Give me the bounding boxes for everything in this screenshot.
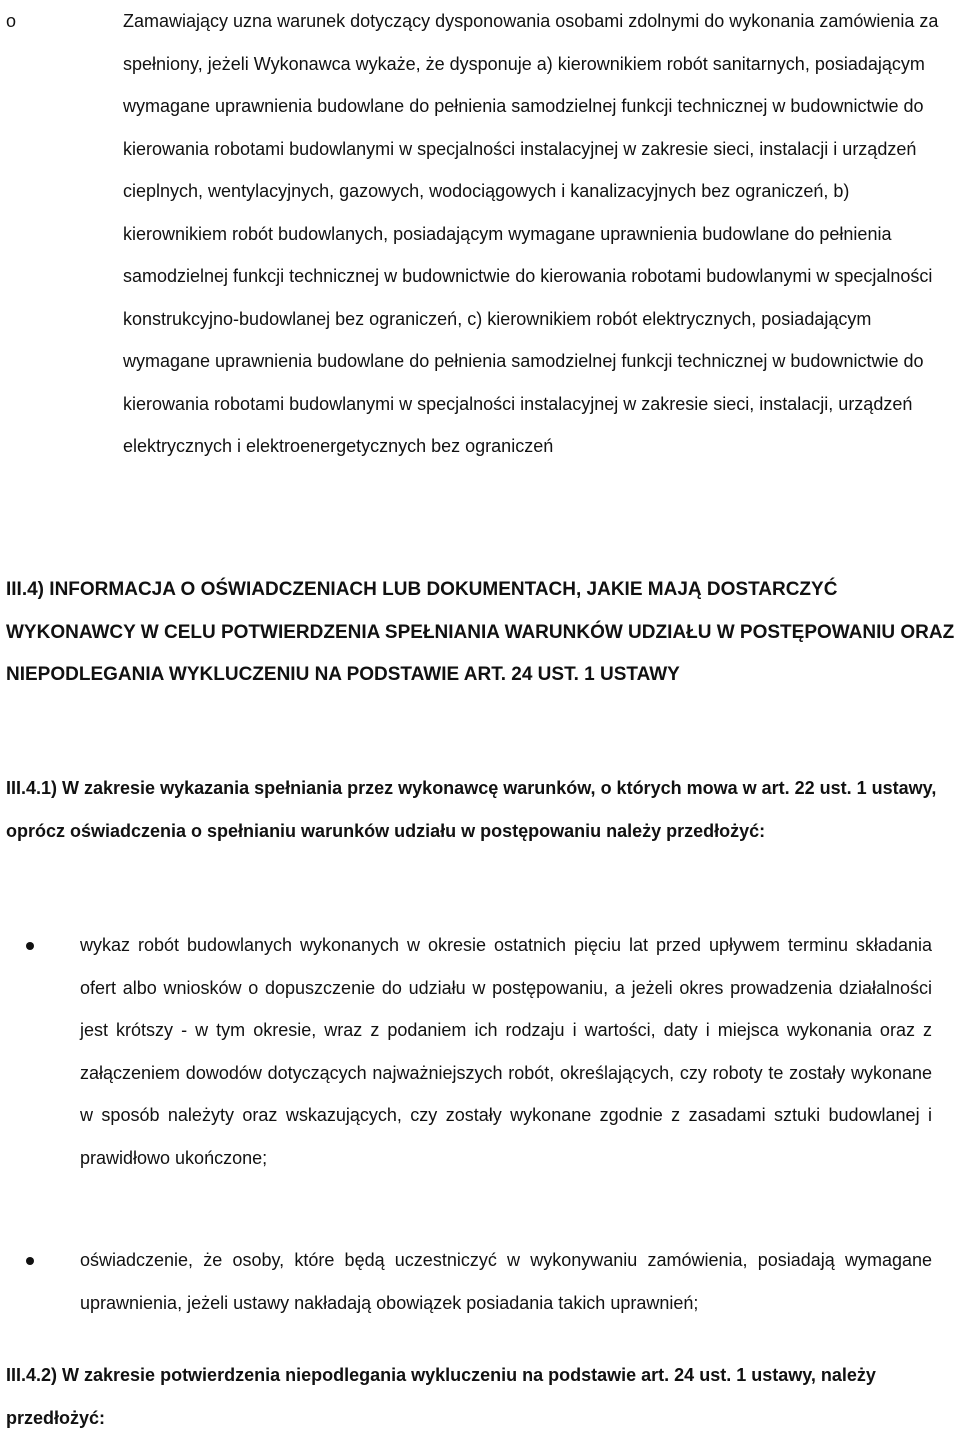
bullet-item — [0, 1239, 960, 1324]
subsection-paragraph-4-1: III.4.1) W zakresie wykazania spełniania przez wykonawcę warunków, o których mowa w art. 22 ust. 1 ustawy, oprócz oświadczenia o spełnianiu warunków udziału w postępowaniu należy przedłożyć: — [6, 778, 937, 841]
bullet-item-text: oświadczenie, że osoby, które będą uczestniczyć w wykonywaniu zamówienia, posiadają wymagane uprawnienia, jeżeli ustawy nakładają obowiązek posiadania takich uprawnień; — [80, 1250, 932, 1313]
sub-list-item — [6, 0, 956, 468]
subsection-paragraph-4-2: III.4.2) W zakresie potwierdzenia niepodlegania wykluczeniu na podstawie art. 24 ust. 1 ustawy, należy przedłożyć: — [6, 1365, 876, 1428]
sub-list-item-text: Zamawiający uzna warunek dotyczący dysponowania osobami zdolnymi do wykonania zamówienia za spełniony, jeżeli Wykonawca wykaże, że dysponuje a) kierownikiem robót sanitarnych, posiadającym wymagane uprawnienia budowlane do pełnienia samodzielnej funkcji technicznej w budownictwie do kierowania robotami budowlanymi w specjalności instalacyjnej w zakresie sieci, instalacji i urządzeń cieplnych, wentylacyjnych, gazowych, wodociągowych i kanalizacyjnych bez ograniczeń, b) kierownikiem robót budowlanych, posiadającym wymagane uprawnienia budowlane do pełnienia samodzielnej funkcji technicznej w budownictwie do kierowania robotami budowlanymi w specjalności konstrukcyjno-budowlanej bez ograniczeń, c) kierownikiem robót elektrycznych, posiadającym wymagane uprawnienia budowlane do pełnienia samodzielnej funkcji technicznej w budownictwie do kierowania robotami budowlanymi w specjalności instalacyjnej w zakresie sieci, instalacji, urządzeń elektrycznych i elektroenergetycznych bez ograniczeń — [123, 11, 939, 456]
hollow-bullet-marker: o — [6, 11, 17, 31]
bullet-item-text: wykaz robót budowlanych wykonanych w okresie ostatnich pięciu lat przed upływem terminu składania ofert albo wniosków o dopuszczenie do udziału w postępowaniu, a jeżeli okres prowadzenia działalności jest krótszy - w tym okresie, wraz z podaniem ich rodzaju i wartości, daty i miejsca wykonania oraz z załączeniem dowodów dotyczących najważniejszych robót, określających, czy roboty te zostały wykonane w sposób należyty oraz wskazujących, czy zostały wykonane zgodnie z zasadami sztuki budowlanej i prawidłowo ukończone; — [80, 935, 932, 1168]
bullet-dot-icon — [26, 1257, 34, 1265]
bullet-item — [0, 924, 960, 1179]
bullet-dot-icon — [26, 942, 34, 950]
section-heading: III.4) INFORMACJA O OŚWIADCZENIACH LUB DOKUMENTACH, JAKIE MAJĄ DOSTARCZYĆ WYKONAWCY W CELU POTWIERDZENIA SPEŁNIANIA WARUNKÓW UDZIAŁU W POSTĘPOWANIU ORAZ NIEPODLEGANIA WYKLUCZENIU NA PODSTAWIE ART. 24 UST. 1 USTAWY — [6, 579, 955, 685]
